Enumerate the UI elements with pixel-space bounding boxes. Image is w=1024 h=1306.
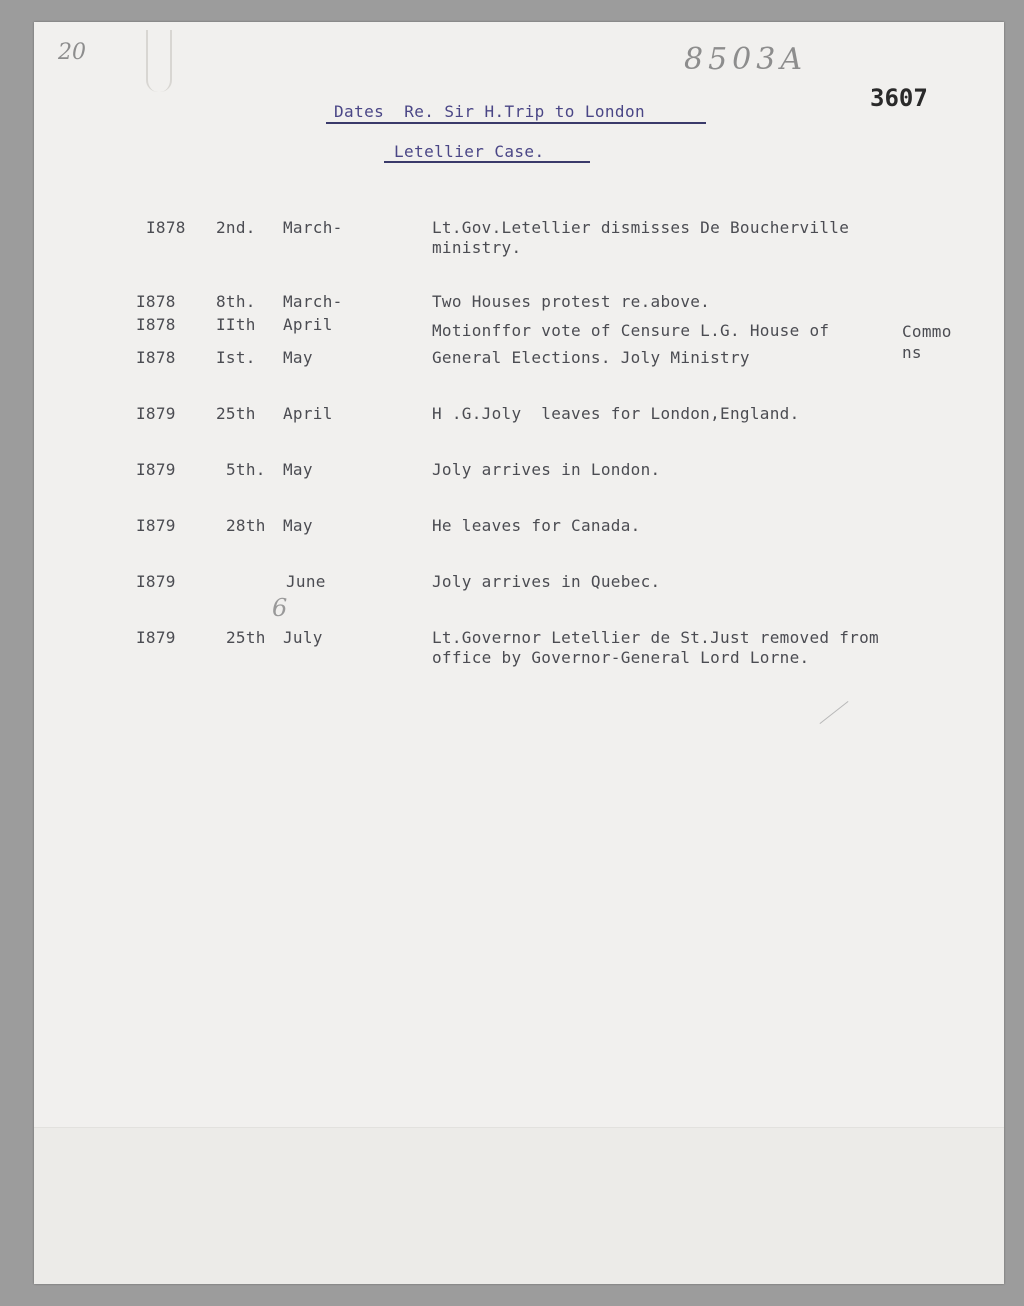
entry-event: H .G.Joly leaves for London,England. [432, 404, 800, 423]
entry-year: I879 [136, 404, 176, 423]
entry-day: IIth [216, 315, 256, 334]
corner-note: 20 [58, 40, 86, 65]
stamp-number: 3607 [870, 84, 928, 112]
entry-month: June [286, 572, 326, 591]
entry-year: I878 [136, 348, 176, 367]
entry-month: April [283, 404, 333, 423]
document-title: Dates Re. Sir H.Trip to London [334, 102, 646, 121]
entry-day: 2nd. [216, 218, 256, 237]
entry-event: Two Houses protest re.above. [432, 292, 711, 311]
entry-year: I879 [136, 628, 176, 647]
entry-year: I879 [136, 460, 176, 479]
entry-year: I879 [136, 516, 176, 535]
entry-day: 8th. [216, 292, 256, 311]
entry-event: General Elections. Joly Ministry [432, 348, 750, 367]
entry-year: I878 [136, 292, 176, 311]
entry-event: Motionffor vote of Censure L.G. House of [432, 321, 830, 340]
entry-day: 28th [226, 516, 266, 535]
file-number-note: 8503A [684, 42, 808, 77]
entry-event: He leaves for Canada. [432, 516, 641, 535]
staple-mark [146, 30, 172, 92]
document-subtitle: Letellier Case. [394, 142, 545, 161]
entry-day: Ist. [216, 348, 256, 367]
title-underline [326, 122, 706, 124]
entry-month: March- [283, 218, 343, 237]
entry-event-overflow: Commo ns [902, 322, 952, 362]
entry-year: I879 [136, 572, 176, 591]
entry-event: Joly arrives in Quebec. [432, 572, 661, 591]
handwritten-day: 6 [272, 594, 288, 622]
entry-month: May [283, 460, 313, 479]
entry-year: I878 [146, 218, 186, 237]
document-page [34, 22, 1004, 1284]
entry-day: 25th [226, 628, 266, 647]
entry-day: 25th [216, 404, 256, 423]
entry-month: July [283, 628, 323, 647]
entry-month: May [283, 348, 313, 367]
entry-day: 5th. [226, 460, 266, 479]
paper-fold-section [34, 1127, 1004, 1284]
entry-month: March- [283, 292, 343, 311]
entry-year: I878 [136, 315, 176, 334]
subtitle-underline [384, 161, 590, 163]
entry-event: Lt.Governor Letellier de St.Just removed from office by Governor-General Lord Lorne. [432, 628, 879, 667]
entry-event: Joly arrives in London. [432, 460, 661, 479]
pencil-mark [820, 701, 849, 724]
entry-event: Lt.Gov.Letellier dismisses De Boucherville ministry. [432, 218, 850, 257]
entry-month: May [283, 516, 313, 535]
entry-month: April [283, 315, 333, 334]
